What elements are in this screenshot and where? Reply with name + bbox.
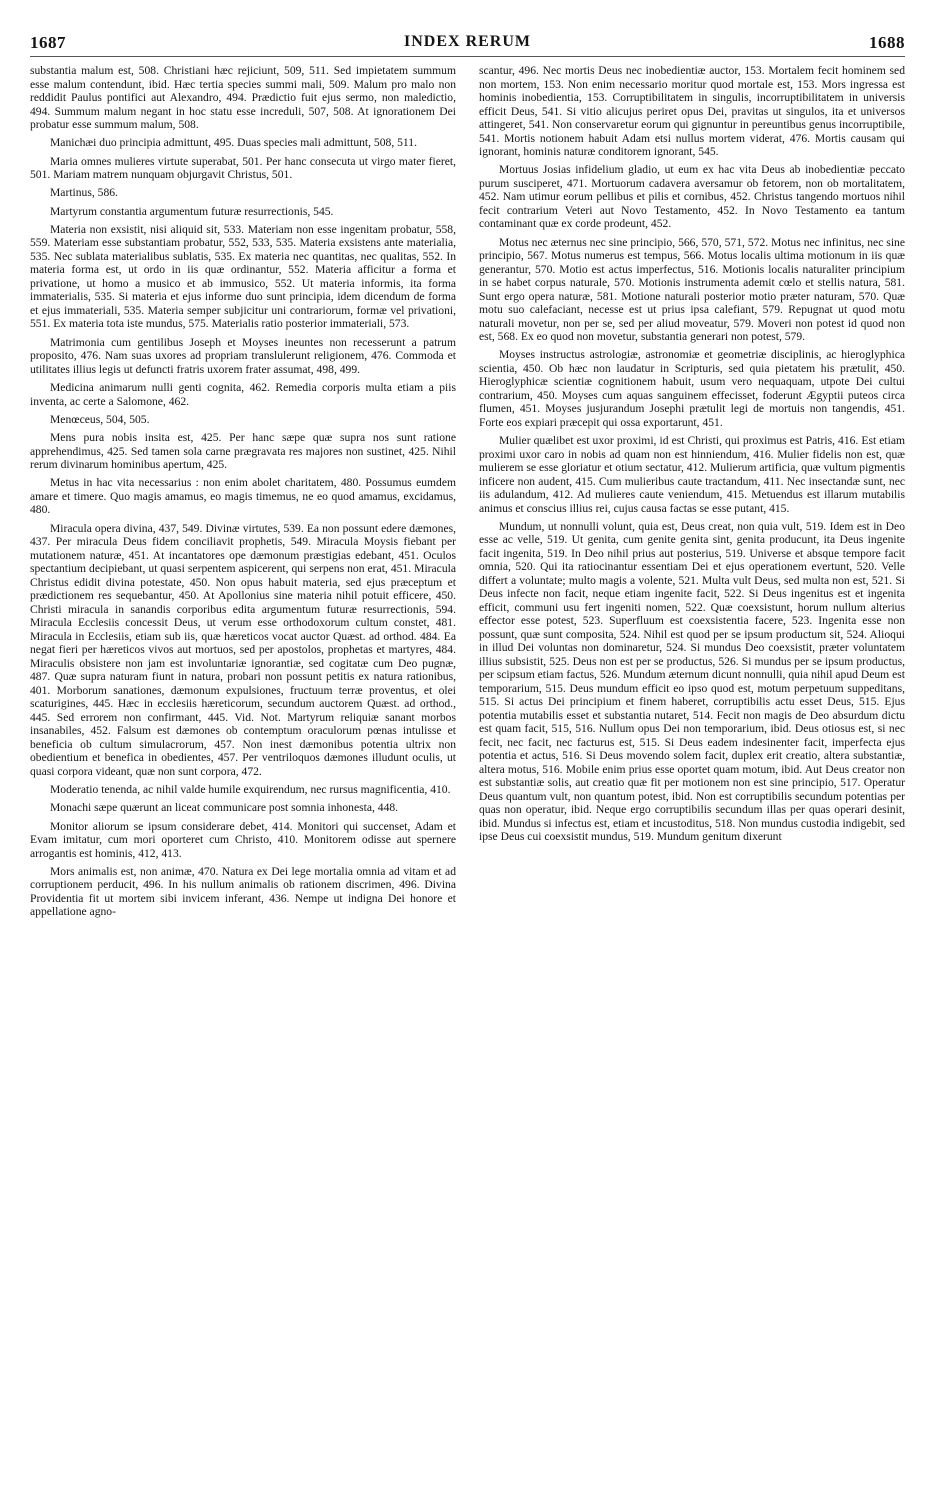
index-entry: Mortuus Josias infidelium gladio, ut eum ex hac vita Deus ab inobedientiæ peccato purum susciperet, 471. Mortuorum cadavera aversamur ob fetorem, non ob mortalitatem, 452. Nam utimur eorum pellibus et pilis et cornibus, 452. Christus tangendo mortuos nihil fecit contrarium Veteri aut Novo Testamento, 452. In Novo Testamento ea tantum contaminant quæ ex corde prodeunt, 452.: [479, 163, 905, 231]
running-title: INDEX RERUM: [404, 33, 531, 50]
right-column: [479, 64, 905, 1496]
index-entry: Monitor aliorum se ipsum considerare debet, 414. Monitori qui succenset, Adam et Evam imitatur, cum mori oporteret cum Christo, 410. Monitorem odisse aut spernere arrogantis est hominis, 412, 413.: [30, 819, 456, 860]
index-entry: Moyses instructus astrologiæ, astronomiæ et geometriæ disciplinis, ac hieroglyphica scientia, 450. Ob hæc non laudatur in Scripturis, sed quia pietatem his prætulit, 450. Hieroglyphicæ scientiæ cognitionem habuit, usum vero nequaquam, utpote Dei cultui contrarium, 450. Moyses cum aquas sanguinem effecisset, foderunt Ægyptii puteos circa flumen, 451. Moyses jusjurandum Josephi prætulit legi de mortuis non tangendis, 451. Forte eos expiari præcepit qui ossa exportarunt, 451.: [479, 348, 905, 429]
text-columns: [30, 64, 905, 1496]
index-entry: Miracula opera divina, 437, 549. Divinæ virtutes, 539. Ea non possunt edere dæmones, 437. Per miracula Deus fidem conciliavit prophetis, 549. Miracula Moysis fiebant per mutationem naturæ, 451. At incantatores ope dæmonum præstigias edebant, 451. Oculos spectantium decipiebant, ut quasi serpentem aspicerent, qui serpens non erat, 451. Miracula Christus edidit divina potestate, 450. Non opus habuit materia, sed ejus præceptum et prædictionem res sequebantur, 450. At Apollonius sine materia nihil potuit efficere, 450. Christi miracula in sanandis corporibus edita argumentum futuræ resurrectionis, 594. Miracula Ecclesiis concessit Deus, ut verum esse orthodoxorum cultum constet, 481. Miracula in Ecclesiis, etiam sub iis, quæ hæreticos vocat auctor Quæst. ad orthod. 484. Ea negat fieri per hæreticos vivos aut mortuos, sed per apostolos, prophetas et martyres, 484. Miraculis obsistere non jam est involuntariæ ignorantiæ, sed cogitatæ cum Deo pugnæ, 487. Quæ supra naturam fiunt in natura, probari non possunt petitis ex natura rationibus, 401. Morborum sanationes, dæmonum expulsiones, fructuum terræ proventus, et olei scaturigines, 445. Hæc in ecclesiis hæreticorum, secundum auctorem Quæst. ad orthod., 445. Sed errorem non confirmant, 445. Vid. Not. Martyrum reliquiæ sanant morbos insanabiles, 452. Falsum est dæmones ob contemptum oraculorum pœnas intulisse et beneficia ob cultum simulacrorum, 457. Non inest dæmonibus potentia ultrix non obedientium et benefica in obedientes, 457. Per ventriloquos dæmones illudunt oculis, ut quasi corpora videant, quæ non sunt corpora, 472.: [30, 521, 456, 778]
index-entry: Matrimonia cum gentilibus Joseph et Moyses ineuntes non recesserunt a patrum proposito, 476. Nam suas uxores ad propriam translulerunt religionem, 476. Commoda et utilitates illius legis ut defuncti fratris uxorem frater assumat, 498, 499.: [30, 335, 456, 376]
index-entry: Maria omnes mulieres virtute superabat, 501. Per hanc consecuta ut virgo mater fieret, 501. Mariam matrem nunquam objurgavit Christus, 501.: [30, 154, 456, 182]
index-entry: Medicina animarum nulli genti cognita, 462. Remedia corporis multa etiam a piis inventa, ac certe a Salomone, 462.: [30, 381, 456, 408]
index-entry: Mens pura nobis insita est, 425. Per hanc sæpe quæ supra nos sunt ratione apprehendimus, 425. Sed tamen sola carne prægravata res majores non sustinet, 425. Nihil rerum divinarum hominibus apertum, 425.: [30, 431, 456, 472]
index-entry: scantur, 496. Nec mortis Deus nec inobedientiæ auctor, 153. Mortalem fecit hominem sed non mortem, 153. Non enim necessario moritur quod mortale est, 153. Mors ingressa est hominis inobedientia, 153. Corruptibilitatem in singulis, incorruptibilitatem in universis efficit Deus, 541. Si vitio alicujus periret opus Dei, pravitas ut singulos, ita et universos attingeret, 541. Non conservaretur eorum qui gignuntur in pereuntibus genus incorruptibile, 541. Mortis notionem habuit Adam etsi nullus mortem viderat, 476. Mortis causam qui ignorant, hominis naturæ conditorem ignorant, 545.: [479, 64, 905, 158]
index-entry: Moderatio tenenda, ac nihil valde humile exquirendum, nec rursus magnificentia, 410.: [50, 783, 451, 797]
index-entry: Motus nec æternus nec sine principio, 566, 570, 571, 572. Motus nec infinitus, nec sine principio, 567. Motus numerus est tempus, 566. Motus localis ultima motionum in iis quæ generantur, 570. Motio est actus imperfectus, 516. Motionis localis naturaliter principium in se habet corpus naturale, 570. Motionis instrumenta ademit cœlo et stellis natura, 581. Sunt ergo opera naturæ, 581. Motione naturali posterior motio præter naturam, 570. Quæ motu suo calefaciant, necesse est ut prius ipsa calefiant, 579. Repugnat ut quod motu naturali movetur, non per se, sed per aliud moveatur, 579. Moveri non potest id quod non est, 568. Ex eo quod non movetur, substantia generari non potest, 579.: [479, 235, 905, 344]
left-page-number: 1687: [30, 33, 66, 52]
index-entry: substantia malum est, 508. Christiani hæc rejiciunt, 509, 511. Sed impietatem summum esse malum contendunt, ibid. Hæc tertia species summi mali, 509. Malum pro malo non reddidit Paulus pontifici aut Alexandro, 494. Prædictio fuit ejus sermo, non maledictio, 494. Summum malum negant in hoc statu esse increduli, 507, 508. At ignorationem Dei probatur esse summum malum, 508.: [30, 64, 456, 131]
right-page-number: 1688: [869, 33, 905, 52]
index-entry: Menœceus, 504, 505.: [50, 412, 150, 426]
index-entry: Materia non exsistit, nisi aliquid sit, 533. Materiam non esse ingenitam probatur, 558, 559. Materiam esse substantiam probatur, 552, 533, 535. Materia exsistens ante materialia, 535. Nec sublata materialibus sublatis, 535. Ex materia nec quantitas, nec qualitas, 552. In materia forma est, ut ordo in iis quæ ordinantur, 552. Materia afficitur a forma et privatione, ut homo a musico et ab immusico, 552. Ut materia informis, ita forma immaterialis, 535. Si materia et ejus informe duo sunt principia, idem dicendum de forma et ejus immateriali, 535. Materia semper subjicitur uni contrariorum, formæ vel privationi, 551. Ex materia tota iste mundus, 575. Materialis ratio posterior immateriali, 573.: [30, 222, 456, 331]
index-entry: Mors animalis est, non animæ, 470. Natura ex Dei lege mortalia omnia ad vitam et ad corruptionem perducit, 496. In his nullum animalis ob rationem discrimen, 496. Divina Providentia fit ut mortem sibi invicem inferant, 436. Nempe ut indigna Dei honore et appellatione agno-: [30, 864, 456, 919]
index-entry: Martyrum constantia argumentum futuræ resurrectionis, 545.: [50, 204, 334, 218]
index-entry: Metus in hac vita necessarius : non enim abolet charitatem, 480. Possumus eumdem amare et timere. Quo magis amamus, eo magis timemus, ne eo quod amamus, excidamus, 480.: [30, 476, 456, 517]
index-entry: Manichæi duo principia admittunt, 495. Duas species mali admittunt, 508, 511.: [50, 136, 417, 150]
left-column: [30, 64, 456, 1496]
index-entry: Mundum, ut nonnulli volunt, quia est, Deus creat, non quia vult, 519. Idem est in Deo esse ac velle, 519. Ut genita, cum genite genita sint, genita producunt, ita Deus ingenite facit ingenita, 519. In Deo nihil prius aut posterius, 519. Universe et absque tempore facit omnia, 520. Qui ita ratiocinantur essentiam Dei et ejus operationem evertunt, 520. Velle differt a voluntate; multo magis a volente, 521. Multa vult Deus, sed multa non est, 521. Si Deus infecte non facit, neque etiam ingenite facit, 522. Si Deus ingenitus est et ingenita efficit, communi usu fert ingeniti nomen, 522. Quæ coexsistunt, horum nullum alterius effector esse potest, 523. Superfluum est coexsistentia facere, 523. Ingenita esse non possunt, quæ sunt composita, 524. Nihil est quod per se ipsum productum sit, 524. Alioqui in illud Dei voluntas non dominaretur, 524. Si mundus Deo coexsistit, præter voluntatem illius subsistit, 525. Deus non est per se productus, 526. Si mundus per se ipsum productus, per scipsum etiam factus, 526. Mundum æternum dicunt nonnulli, quia nihil apud Deum est temporarium, 515. Deus mundum efficit eo ipso quod est, motum perpetuum suppeditans, 515. Si actus Dei principium et finem haberet, corruptibilis actu esset Deus, 515. Ejus potentia mutabilis esset et substantia nutaret, 514. Fecit non magis de Deo absurdum dictu est quam facit, 515, 516. Nullum opus Dei non temporarium, ibid. Deus otiosus est, si nec fecit, nec facit, nec facturus est, 515. Si Deus eadem indesinenter facit, imperfecta ejus potentia et actus, 516. Si Deus movendo solem facit, duplex erit creatio, altera substantiæ, altera motus, 516. Mobile enim prius esse oportet quam motum, ibid. Aut Deus creator non est substantiæ solis, aut creatio quæ fit per motionem non est sine principio, 517. Operatur Deus quantum vult, non quantum potest, ibid. Non est corruptibilis secundum potentias per quas non operatur, ibid. Neque ergo corruptibilis secundum illas per quas operari desinit, ibid. Mundus si infectus est, etiam et incustoditus, 518. Non mundus custodia indigebit, sed ipse Deus cui coexsistit mundus, 519. Mundum genitum dixerunt: [479, 519, 905, 844]
index-entry: Monachi sæpe quærunt an liceat communicare post somnia inhonesta, 448.: [50, 801, 399, 815]
index-entry: Mulier quælibet est uxor proximi, id est Christi, qui proximus est Patris, 416. Est etiam proximi uxor caro in nobis ad quam non est hinniendum, 416. Mulier fidelis non est, quæ mulierem se esse gloriatur et otium sectatur, 412. Mulierum artificia, quæ vultum pigmentis inficere non audent, 415. Cum mulieribus caute tractandum, 411. Nec insectandæ sunt, nec iis adulandum, 412. Ad mulieres caute veniendum, 415. Metuendus est illarum mutabilis animus et conscius illius rei, cujus causa factas se esse putant, 415.: [479, 434, 905, 515]
running-header: [30, 30, 905, 57]
index-entry: Martinus, 586.: [50, 186, 118, 200]
